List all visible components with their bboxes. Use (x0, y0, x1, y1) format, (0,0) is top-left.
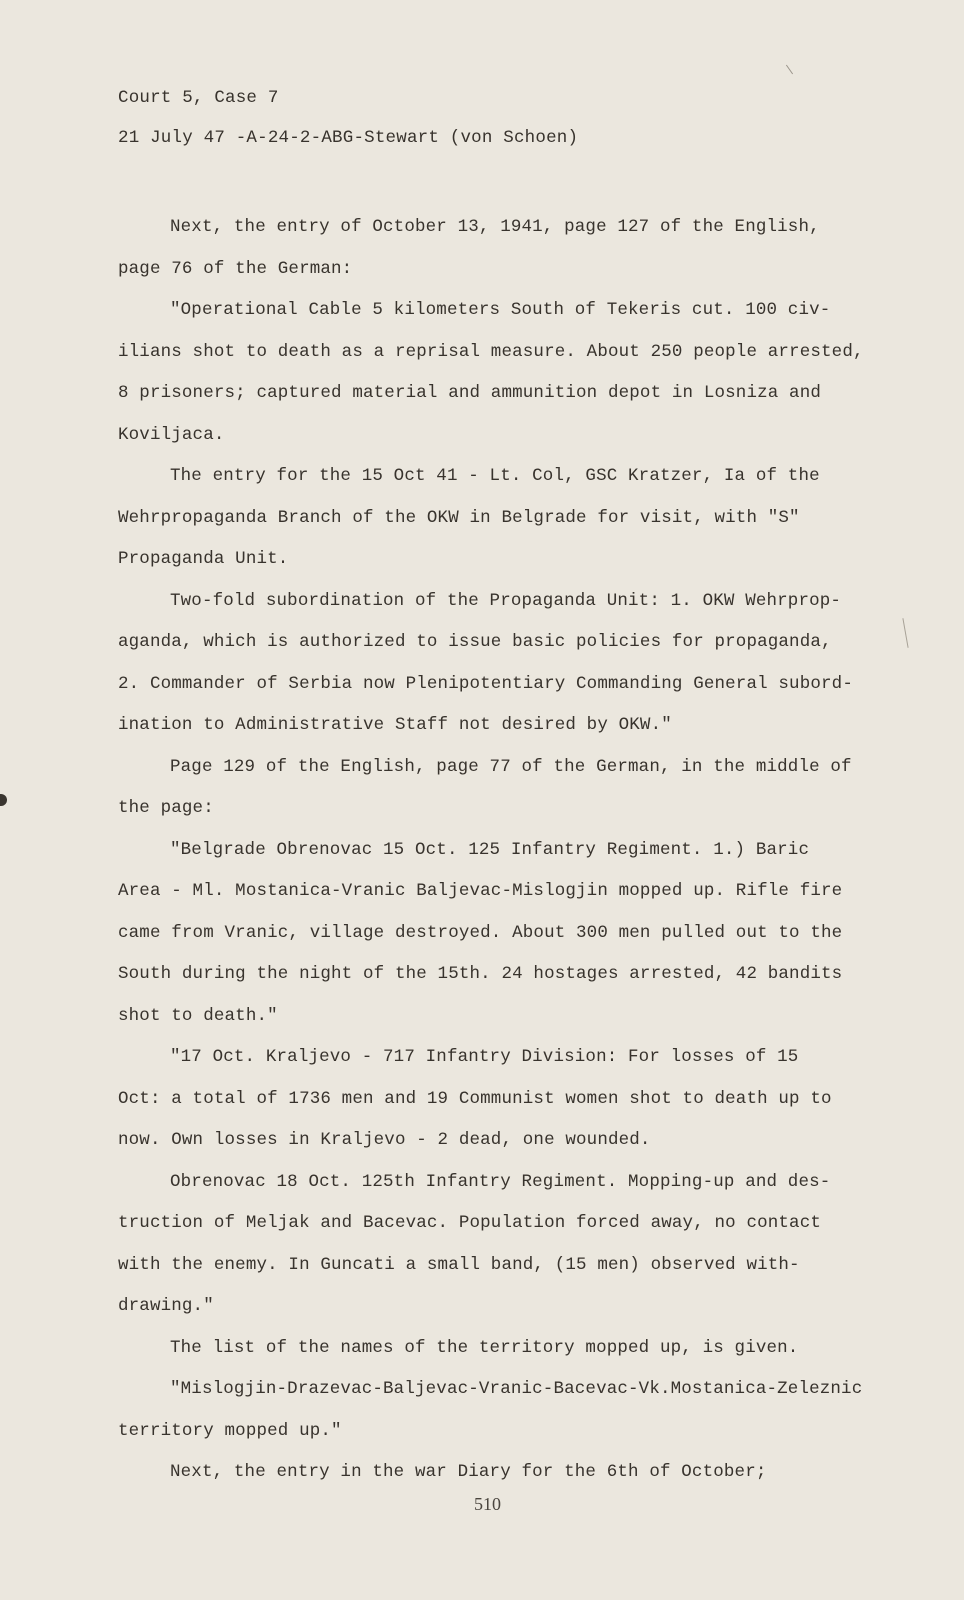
text-line: The entry for the 15 Oct 41 - Lt. Col, GSC Kratzer, Ia of the (170, 466, 820, 486)
text-line: aganda, which is authorized to issue basic policies for propaganda, (118, 632, 832, 652)
case-reference: Court 5, Case 7 (118, 88, 279, 108)
text-line: the page: (118, 798, 214, 818)
text-line: Wehrpropaganda Branch of the OKW in Belgrade for visit, with "S" (118, 507, 800, 528)
scan-mark (786, 65, 793, 75)
text-line: Two-fold subordination of the Propaganda Unit: 1. OKW Wehrprop- (170, 590, 842, 611)
text-line: "17 Oct. Kraljevo - 717 Infantry Division: For losses of 15 (170, 1047, 799, 1067)
scan-mark (902, 618, 908, 648)
text-line: 8 prisoners; captured material and ammunition depot in Losniza and (118, 383, 822, 403)
text-line: territory mopped up." (118, 1420, 342, 1441)
text-line: Next, the entry in the war Diary for the 6th of October; (170, 1462, 767, 1482)
binding-hole-mark (0, 794, 7, 806)
transcript-body (118, 207, 864, 1494)
session-reference: 21 July 47 -A-24-2-ABG-Stewart (von Schoen) (118, 128, 579, 148)
text-line: Next, the entry of October 13, 1941, page 127 of the English, (170, 217, 820, 237)
text-line: ination to Administrative Staff not desired by OKW." (118, 715, 672, 735)
text-line: 2. Commander of Serbia now Plenipotentiary Commanding General subord- (118, 673, 853, 694)
text-line: now. Own losses in Kraljevo - 2 dead, one wounded. (118, 1130, 651, 1150)
text-line: page 76 of the German: (118, 258, 353, 279)
text-line: Oct: a total of 1736 men and 19 Communist women shot to death up to (118, 1088, 832, 1109)
text-line: came from Vranic, village destroyed. About 300 men pulled out to the (118, 922, 843, 943)
text-line: drawing." (118, 1296, 214, 1316)
text-line: Obrenovac 18 Oct. 125th Infantry Regiment. Mopping-up and des- (170, 1171, 831, 1192)
text-line: truction of Meljak and Bacevac. Population forced away, no contact (118, 1213, 822, 1233)
text-line: Area - Ml. Mostanica-Vranic Baljevac-Mislogjin mopped up. Rifle fire (118, 881, 843, 901)
text-line: with the enemy. In Guncati a small band, (15 men) observed with- (118, 1254, 800, 1275)
text-line: ilians shot to death as a reprisal measure. About 250 people arrested, (118, 341, 864, 362)
text-line: "Mislogjin-Drazevac-Baljevac-Vranic-Bacevac-Vk.Mostanica-Zeleznic (170, 1379, 863, 1399)
page-number: 510 (474, 1494, 501, 1514)
text-line: South during the night of the 15th. 24 hostages arrested, 42 bandits (118, 964, 843, 984)
text-line: Propaganda Unit. (118, 549, 289, 569)
text-line: The list of the names of the territory mopped up, is given. (170, 1337, 799, 1358)
text-line: Koviljaca. (118, 424, 225, 445)
text-line: "Operational Cable 5 kilometers South of Tekeris cut. 100 civ- (170, 300, 831, 320)
text-line: "Belgrade Obrenovac 15 Oct. 125 Infantry Regiment. 1.) Baric (170, 839, 810, 860)
text-line: Page 129 of the English, page 77 of the German, in the middle of (170, 756, 852, 777)
text-line: shot to death." (118, 1005, 278, 1026)
